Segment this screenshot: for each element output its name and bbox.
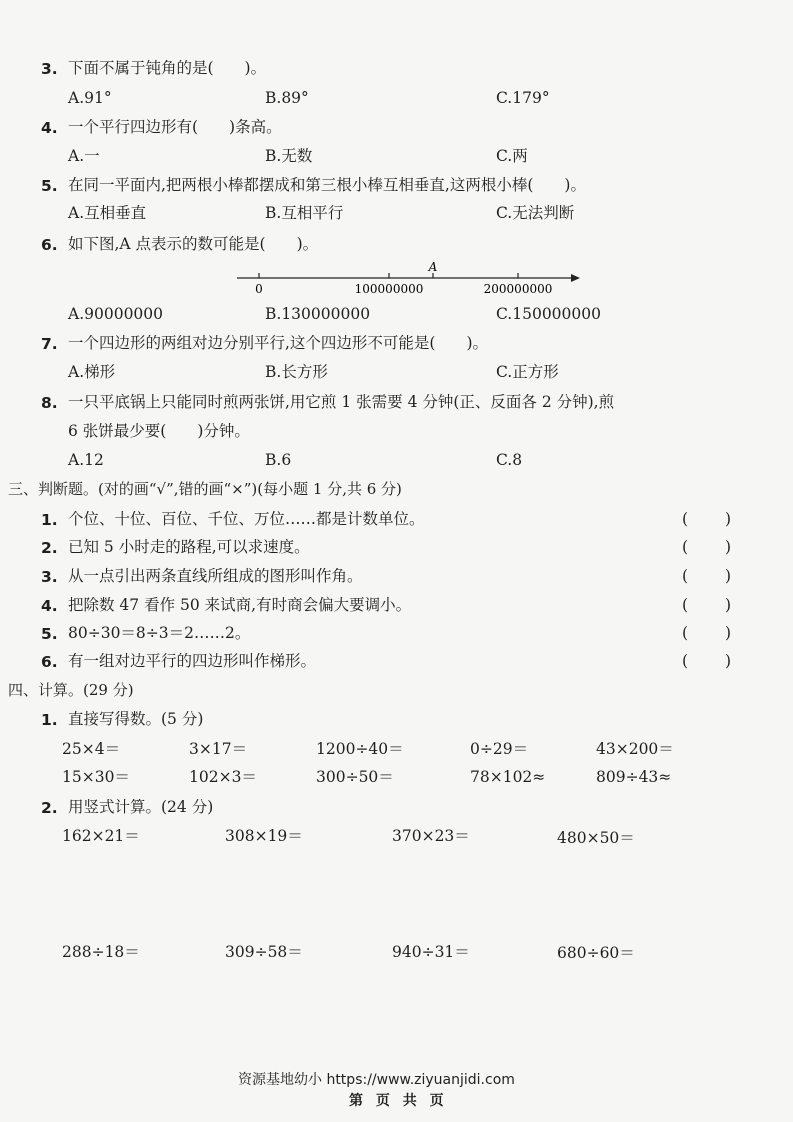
judge-number: 5. bbox=[41, 625, 58, 643]
oral-calc-item: 78×102≈ bbox=[470, 768, 546, 786]
oral-calc-item: 102×3＝ bbox=[189, 768, 257, 786]
section-title-judge: 三、判断题。(对的画“√”,错的画“×”)(每小题 1 分,共 6 分) bbox=[8, 480, 402, 498]
question-number: 7. bbox=[41, 335, 58, 353]
oral-calc-item: 25×4＝ bbox=[62, 740, 121, 758]
option-c: C.150000000 bbox=[496, 305, 601, 323]
point-a-label: A bbox=[428, 260, 438, 274]
question-number: 4. bbox=[41, 119, 58, 137]
oral-calc-item: 0÷29＝ bbox=[470, 740, 529, 758]
section-title-calc: 四、计算。(29 分) bbox=[8, 681, 134, 699]
source-footer: 资源基地幼小 https://www.ziyuanjidi.com bbox=[238, 1072, 515, 1088]
option-a: A.梯形 bbox=[68, 363, 116, 381]
oral-calc-item: 15×30＝ bbox=[62, 768, 130, 786]
option-b: B.6 bbox=[265, 451, 292, 469]
tick-label: 0 bbox=[255, 282, 263, 296]
question-number: 5. bbox=[41, 177, 58, 195]
question-number: 8. bbox=[41, 394, 58, 412]
sub-question-title: 直接写得数。(5 分) bbox=[68, 710, 204, 728]
option-c: C.8 bbox=[496, 451, 523, 469]
vertical-calc-item: 680÷60＝ bbox=[557, 944, 635, 962]
judge-statement: 个位、十位、百位、千位、万位……都是计数单位。 bbox=[68, 510, 425, 528]
option-a: A.12 bbox=[68, 451, 104, 469]
judge-number: 2. bbox=[41, 539, 58, 557]
question-stem: 一个四边形的两组对边分别平行,这个四边形不可能是( )。 bbox=[68, 334, 489, 352]
oral-calc-item: 3×17＝ bbox=[189, 740, 248, 758]
judge-statement: 有一组对边平行的四边形叫作梯形。 bbox=[68, 652, 317, 670]
oral-calc-item: 43×200＝ bbox=[596, 740, 674, 758]
page-number: 第 页 共 页 bbox=[349, 1093, 448, 1109]
judge-number: 6. bbox=[41, 653, 58, 671]
sub-question-number: 2. bbox=[41, 799, 58, 817]
vertical-calc-item: 940÷31＝ bbox=[392, 943, 470, 961]
option-b: B.长方形 bbox=[265, 363, 328, 381]
option-c: C.正方形 bbox=[496, 363, 559, 381]
judge-number: 4. bbox=[41, 597, 58, 615]
sub-question-number: 1. bbox=[41, 711, 58, 729]
judge-statement: 从一点引出两条直线所组成的图形叫作角。 bbox=[68, 567, 363, 585]
question-stem-line1: 一只平底锅上只能同时煎两张饼,用它煎 1 张需要 4 分钟(正、反面各 2 分钟),煎 bbox=[68, 393, 615, 411]
number-line-figure bbox=[225, 260, 585, 302]
judge-number: 1. bbox=[41, 511, 58, 529]
question-stem: 在同一平面内,把两根小棒都摆成和第三根小棒互相垂直,这两根小棒( )。 bbox=[68, 176, 586, 194]
question-stem: 下面不属于钝角的是( )。 bbox=[68, 59, 267, 77]
tick-label: 200000000 bbox=[483, 282, 553, 296]
question-stem: 如下图,A 点表示的数可能是( )。 bbox=[68, 235, 319, 253]
question-number: 6. bbox=[41, 236, 58, 254]
option-c: C.无法判断 bbox=[496, 204, 575, 222]
tick-label: 100000000 bbox=[354, 282, 424, 296]
judge-statement: 把除数 47 看作 50 来试商,有时商会偏大要调小。 bbox=[68, 596, 412, 614]
vertical-calc-item: 370×23＝ bbox=[392, 827, 470, 845]
answer-blank[interactable]: ( ) bbox=[682, 624, 734, 642]
answer-blank[interactable]: ( ) bbox=[682, 596, 734, 614]
answer-blank[interactable]: ( ) bbox=[682, 510, 734, 528]
vertical-calc-item: 288÷18＝ bbox=[62, 943, 140, 961]
option-b: B.互相平行 bbox=[265, 204, 344, 222]
option-a: A.90000000 bbox=[68, 305, 164, 323]
option-a: A.互相垂直 bbox=[68, 204, 147, 222]
option-c: C.179° bbox=[496, 89, 550, 107]
answer-blank[interactable]: ( ) bbox=[682, 538, 734, 556]
oral-calc-item: 1200÷40＝ bbox=[316, 740, 404, 758]
judge-statement: 已知 5 小时走的路程,可以求速度。 bbox=[68, 538, 310, 556]
answer-blank[interactable]: ( ) bbox=[682, 652, 734, 670]
vertical-calc-item: 308×19＝ bbox=[225, 827, 303, 845]
vertical-calc-item: 309÷58＝ bbox=[225, 943, 303, 961]
judge-number: 3. bbox=[41, 568, 58, 586]
number-line-arrow bbox=[571, 274, 580, 282]
answer-blank[interactable]: ( ) bbox=[682, 567, 734, 585]
vertical-calc-item: 162×21＝ bbox=[62, 827, 140, 845]
sub-question-title: 用竖式计算。(24 分) bbox=[68, 798, 214, 816]
judge-statement: 80÷30＝8÷3＝2……2。 bbox=[68, 624, 251, 642]
question-stem: 一个平行四边形有( )条高。 bbox=[68, 118, 282, 136]
option-b: B.130000000 bbox=[265, 305, 371, 323]
option-b: B.无数 bbox=[265, 147, 313, 165]
option-b: B.89° bbox=[265, 89, 309, 107]
question-stem-line2: 6 张饼最少要( )分钟。 bbox=[68, 422, 250, 440]
vertical-calc-item: 480×50＝ bbox=[557, 829, 635, 847]
option-a: A.91° bbox=[68, 89, 112, 107]
oral-calc-item: 300÷50＝ bbox=[316, 768, 394, 786]
option-c: C.两 bbox=[496, 147, 528, 165]
question-number: 3. bbox=[41, 60, 58, 78]
oral-calc-item: 809÷43≈ bbox=[596, 768, 672, 786]
option-a: A.一 bbox=[68, 147, 100, 165]
